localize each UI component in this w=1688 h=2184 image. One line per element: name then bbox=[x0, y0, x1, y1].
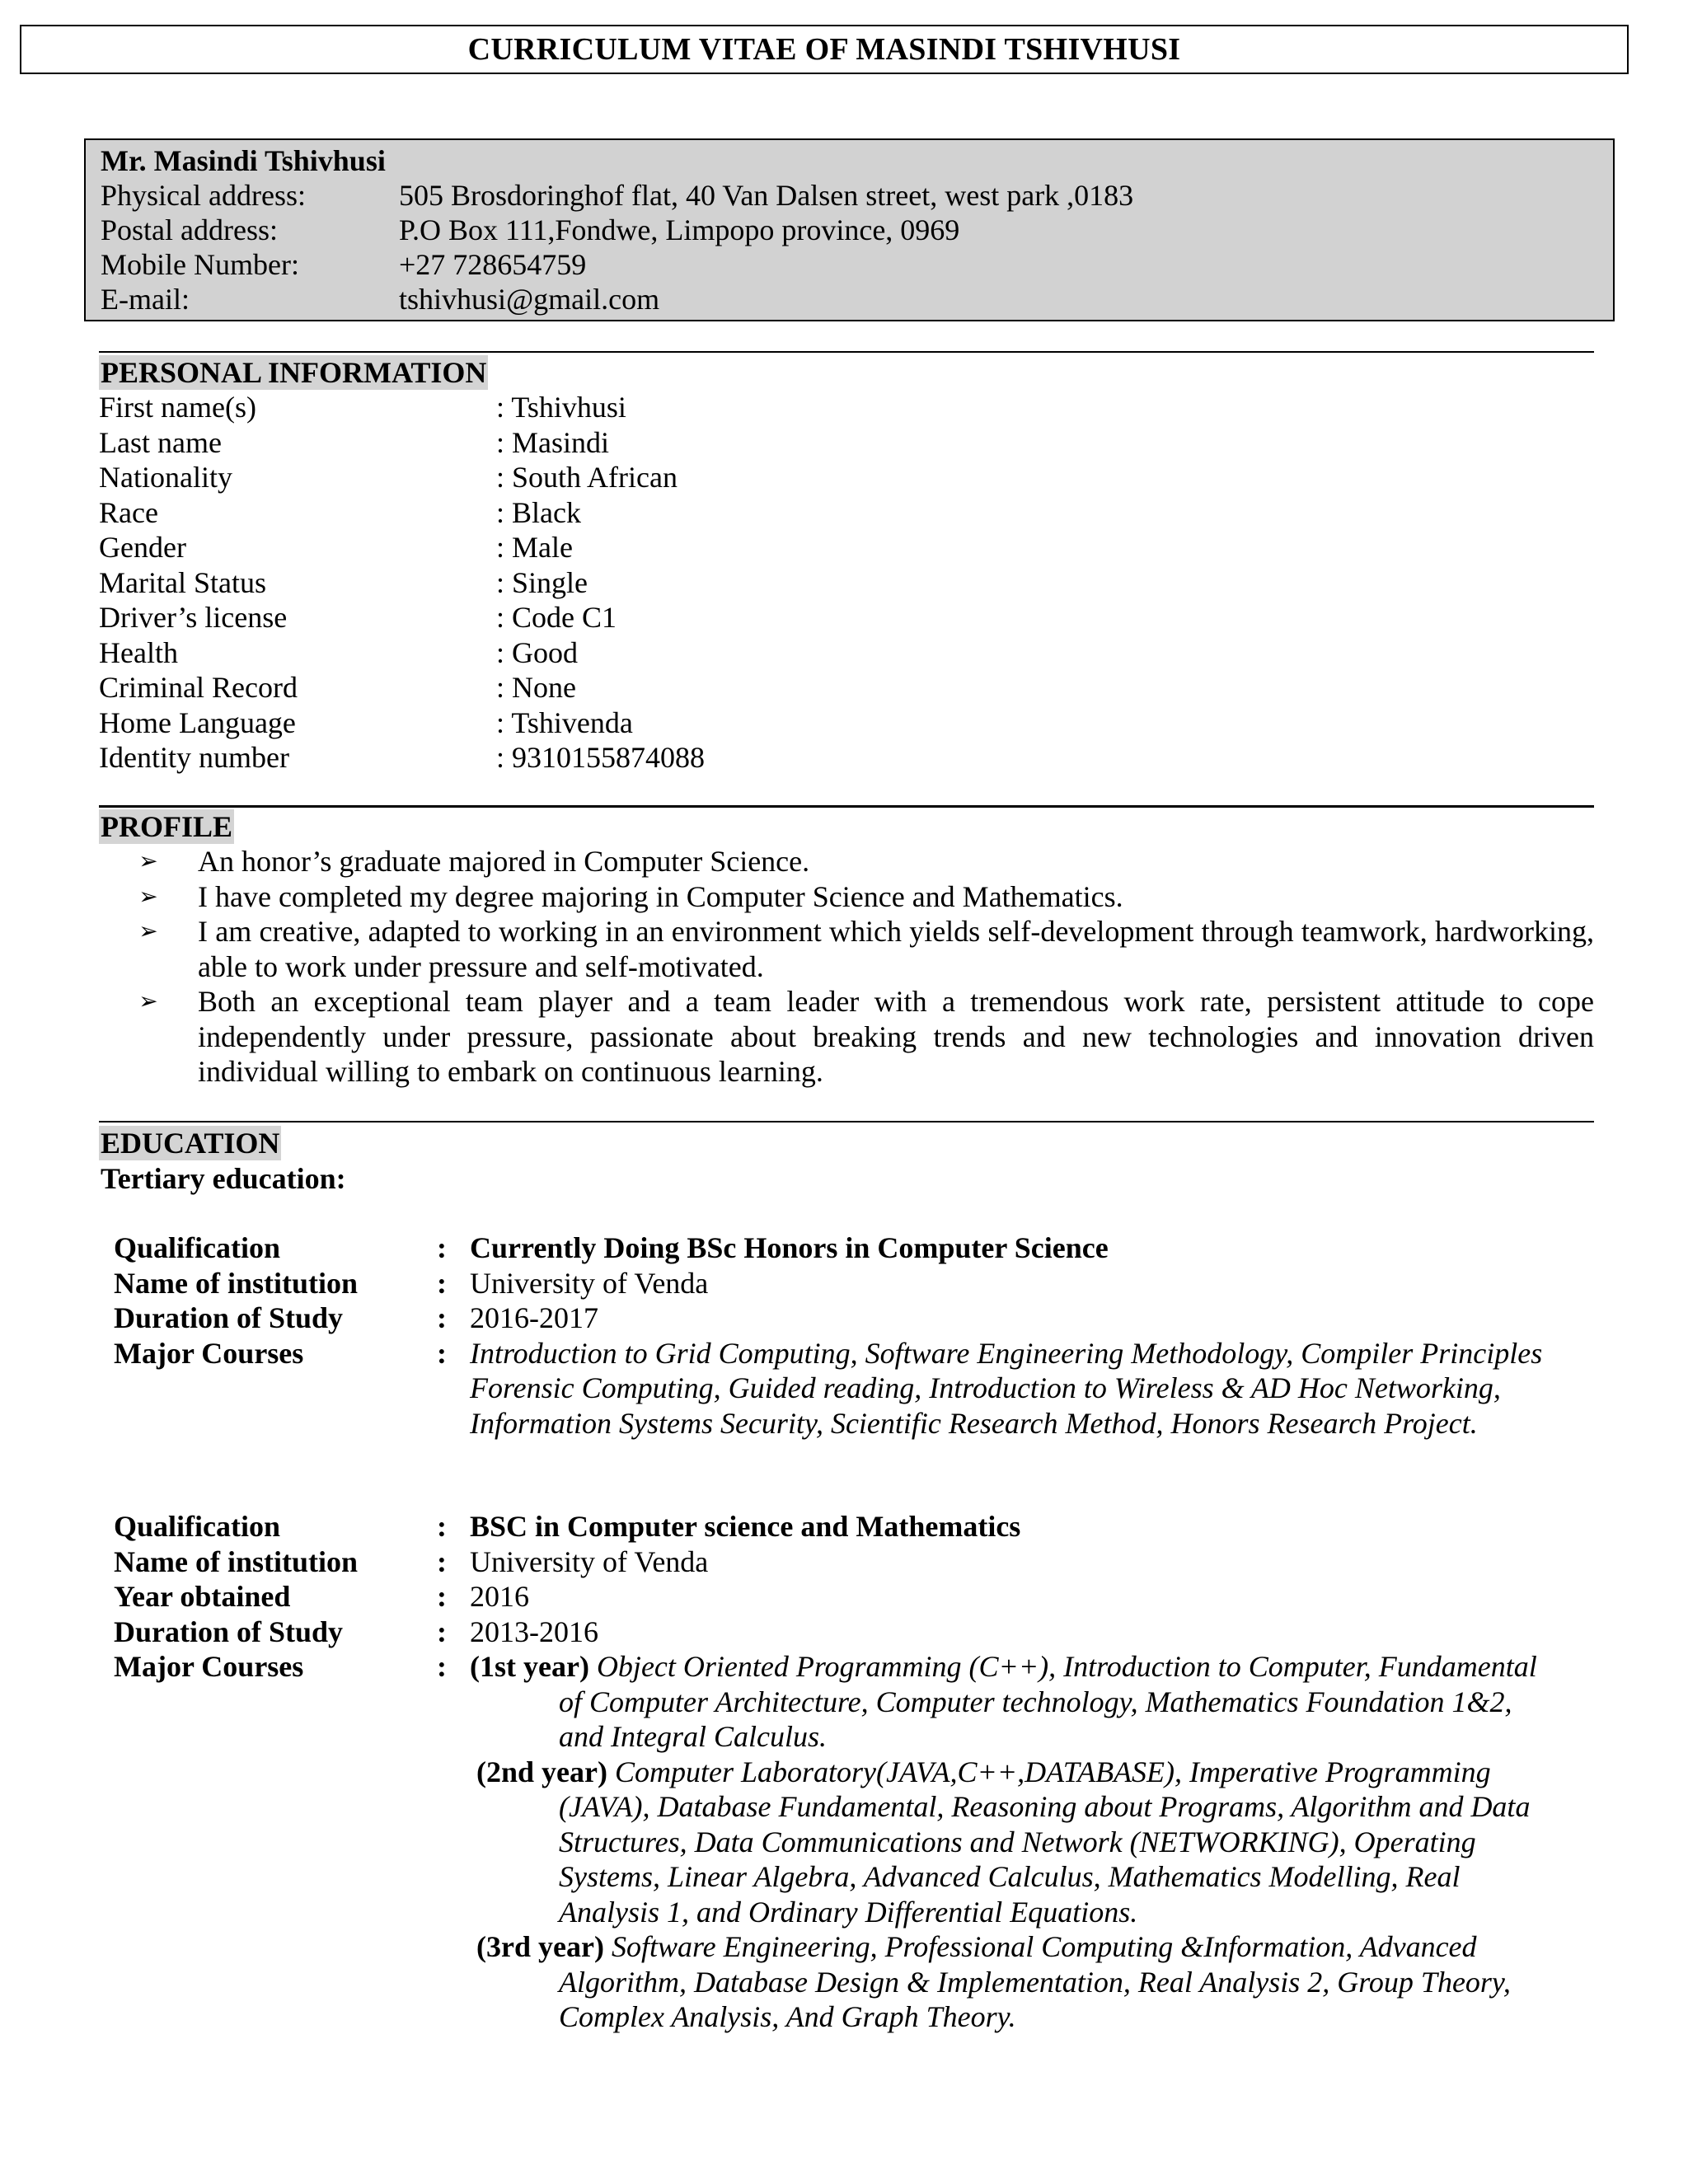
personal-value: : Black bbox=[496, 495, 581, 529]
edu-duration: 2016-2017 bbox=[470, 1301, 598, 1334]
course-year-continuation: Complex Analysis, And Graph Theory. bbox=[559, 2000, 1016, 2033]
education-heading: EDUCATION bbox=[101, 1127, 280, 1160]
section-divider bbox=[99, 805, 1594, 808]
bullet-arrow-icon: ➢ bbox=[138, 987, 158, 1015]
edu-colon: : bbox=[437, 1510, 447, 1543]
profile-item bbox=[99, 879, 1594, 915]
personal-label: First name(s) bbox=[99, 391, 256, 424]
course-year-line bbox=[470, 1649, 1597, 1685]
course-year-block bbox=[470, 1929, 1597, 2035]
course-year-label: (3rd year) bbox=[476, 1930, 604, 1963]
personal-info-list bbox=[99, 390, 705, 776]
edu-courses: Introduction to Grid Computing, Software Engineering Methodology, Compiler Principles Forensic Computing, Guided reading, Introduction to Wireless & AD Hoc Networking, Information Systems Security, Scientific Research Method, Honors Research Project. bbox=[470, 1336, 1543, 1440]
profile-item-text: An honor’s graduate majored in Computer Science. bbox=[198, 845, 810, 878]
contact-box bbox=[84, 138, 1615, 321]
personal-label: Last name bbox=[99, 425, 222, 459]
edu-qualification: BSC in Computer science and Mathematics bbox=[470, 1510, 1021, 1543]
profile-item bbox=[99, 844, 1594, 879]
edu-label: Name of institution bbox=[114, 1544, 358, 1578]
edu-label: Qualification bbox=[114, 1510, 281, 1543]
edu-colon: : bbox=[437, 1231, 447, 1264]
personal-label: Criminal Record bbox=[99, 671, 298, 704]
course-year-label: (2nd year) bbox=[476, 1755, 607, 1788]
personal-label: Identity number bbox=[99, 741, 289, 774]
contact-label: Postal address: bbox=[101, 213, 278, 246]
personal-value: : Masindi bbox=[496, 425, 610, 459]
personal-label: Driver’s license bbox=[99, 601, 288, 634]
contact-value: P.O Box 111,Fondwe, Limpopo province, 0969 bbox=[399, 213, 960, 246]
tertiary-education-subheading: Tertiary education: bbox=[101, 1162, 346, 1195]
bullet-arrow-icon: ➢ bbox=[138, 882, 158, 910]
edu-row bbox=[114, 1579, 1597, 1615]
edu-label: Year obtained bbox=[114, 1580, 291, 1613]
profile-item bbox=[99, 914, 1594, 984]
edu-label: Major Courses bbox=[114, 1650, 304, 1683]
profile-item-text: I have completed my degree majoring in Computer Science and Mathematics. bbox=[198, 879, 1123, 913]
edu-label: Major Courses bbox=[114, 1336, 304, 1370]
personal-value: : South African bbox=[496, 461, 678, 494]
edu-row bbox=[114, 1649, 1597, 2035]
edu-courses-by-year bbox=[470, 1649, 1597, 2035]
edu-label: Duration of Study bbox=[114, 1615, 344, 1648]
personal-value: : Male bbox=[496, 531, 573, 564]
personal-value: : 9310155874088 bbox=[496, 741, 706, 774]
contact-name: Mr. Masindi Tshivhusi bbox=[101, 144, 386, 177]
course-year-continuation: (JAVA), Database Fundamental, Reasoning about Programs, Algorithm and Data bbox=[559, 1790, 1531, 1823]
personal-label: Home Language bbox=[99, 705, 296, 739]
contact-row-postal bbox=[101, 213, 1613, 247]
edu-colon: : bbox=[437, 1580, 447, 1613]
personal-row bbox=[99, 530, 705, 565]
profile-item-text: Both an exceptional team player and a team leader with a tremendous work rate, persistent attitude to cope independently under pressure, passionate about breaking trends and new technologies and innovation driven individual willing to embark on continuous learning. bbox=[198, 985, 1594, 1088]
contact-label: Physical address: bbox=[101, 179, 306, 212]
education-entry-honors bbox=[114, 1230, 1597, 1441]
course-year-continuation: of Computer Architecture, Computer technology, Mathematics Foundation 1&2, bbox=[559, 1685, 1512, 1718]
edu-institution: University of Venda bbox=[470, 1544, 709, 1578]
education-entry-bsc bbox=[114, 1509, 1597, 2035]
personal-row bbox=[99, 495, 705, 531]
edu-colon: : bbox=[437, 1336, 447, 1370]
personal-value: : Code C1 bbox=[496, 601, 617, 634]
course-year-block bbox=[470, 1755, 1597, 1930]
contact-label: E-mail: bbox=[101, 283, 190, 316]
course-year-line bbox=[470, 1929, 1597, 1965]
contact-value: +27 728654759 bbox=[399, 248, 587, 281]
personal-row bbox=[99, 740, 705, 776]
edu-row bbox=[114, 1266, 1597, 1301]
course-year-block bbox=[470, 1649, 1597, 1755]
bullet-arrow-icon: ➢ bbox=[138, 917, 158, 944]
course-year-continuation: Structures, Data Communications and Network (NETWORKING), Operating bbox=[559, 1825, 1476, 1858]
personal-row bbox=[99, 705, 705, 741]
edu-institution: University of Venda bbox=[470, 1266, 709, 1300]
personal-row bbox=[99, 460, 705, 495]
contact-row-physical bbox=[101, 178, 1613, 213]
personal-value: : Good bbox=[496, 635, 578, 669]
contact-value: 505 Brosdoringhof flat, 40 Van Dalsen street, west park ,0183 bbox=[399, 179, 1134, 212]
personal-value: : Tshivhusi bbox=[496, 391, 626, 424]
course-year-continuation: and Integral Calculus. bbox=[559, 1720, 827, 1753]
personal-row bbox=[99, 425, 705, 461]
edu-label: Duration of Study bbox=[114, 1301, 344, 1334]
edu-qualification: Currently Doing BSc Honors in Computer Science bbox=[470, 1231, 1109, 1264]
personal-row bbox=[99, 670, 705, 705]
contact-label: Mobile Number: bbox=[101, 248, 299, 281]
edu-row bbox=[114, 1230, 1597, 1266]
contact-value: tshivhusi@gmail.com bbox=[399, 283, 660, 316]
edu-colon: : bbox=[437, 1544, 447, 1578]
edu-row bbox=[114, 1509, 1597, 1544]
course-year-text: Object Oriented Programming (C++), Introduction to Computer, Fundamental bbox=[596, 1650, 1537, 1683]
course-year-label: (1st year) bbox=[470, 1650, 589, 1683]
bullet-arrow-icon: ➢ bbox=[138, 847, 158, 874]
edu-colon: : bbox=[437, 1615, 447, 1648]
section-divider bbox=[99, 351, 1594, 353]
personal-row bbox=[99, 635, 705, 671]
contact-row-email bbox=[101, 282, 1613, 316]
personal-value: : Tshivenda bbox=[496, 705, 633, 739]
edu-year: 2016 bbox=[470, 1580, 529, 1613]
course-year-continuation: Analysis 1, and Ordinary Differential Equations. bbox=[559, 1895, 1138, 1929]
course-year-line bbox=[470, 1755, 1597, 1790]
edu-colon: : bbox=[437, 1301, 447, 1334]
section-divider bbox=[99, 1121, 1594, 1122]
edu-colon: : bbox=[437, 1650, 447, 1683]
personal-label: Health bbox=[99, 635, 178, 669]
personal-value: : None bbox=[496, 671, 576, 704]
personal-row bbox=[99, 565, 705, 601]
personal-row bbox=[99, 600, 705, 635]
personal-label: Race bbox=[99, 495, 158, 529]
profile-item-text: I am creative, adapted to working in an environment which yields self-development through teamwork, hardworking, able to work under pressure and self-motivated. bbox=[198, 915, 1594, 983]
personal-info-heading: PERSONAL INFORMATION bbox=[101, 356, 487, 389]
course-year-text: Software Engineering, Professional Computing &Information, Advanced bbox=[611, 1930, 1477, 1963]
course-year-text: Computer Laboratory(JAVA,C++,DATABASE), Imperative Programming bbox=[614, 1755, 1491, 1788]
personal-label: Gender bbox=[99, 531, 186, 564]
contact-row-mobile bbox=[101, 247, 1613, 282]
edu-row bbox=[114, 1301, 1597, 1336]
course-year-continuation: Algorithm, Database Design & Implementation, Real Analysis 2, Group Theory, bbox=[559, 1965, 1511, 1999]
edu-row bbox=[114, 1336, 1597, 1441]
personal-row bbox=[99, 390, 705, 425]
personal-label: Marital Status bbox=[99, 565, 266, 599]
profile-item bbox=[99, 984, 1594, 1090]
edu-label: Qualification bbox=[114, 1231, 281, 1264]
edu-colon: : bbox=[437, 1266, 447, 1300]
edu-label: Name of institution bbox=[114, 1266, 358, 1300]
edu-row bbox=[114, 1544, 1597, 1580]
personal-value: : Single bbox=[496, 565, 588, 599]
edu-row bbox=[114, 1615, 1597, 1650]
edu-duration: 2013-2016 bbox=[470, 1615, 598, 1648]
profile-heading: PROFILE bbox=[101, 810, 233, 843]
personal-label: Nationality bbox=[99, 461, 232, 494]
document-title: CURRICULUM VITAE OF MASINDI TSHIVHUSI bbox=[20, 25, 1629, 74]
profile-list bbox=[99, 844, 1594, 1090]
course-year-continuation: Systems, Linear Algebra, Advanced Calculus, Mathematics Modelling, Real bbox=[559, 1860, 1461, 1893]
